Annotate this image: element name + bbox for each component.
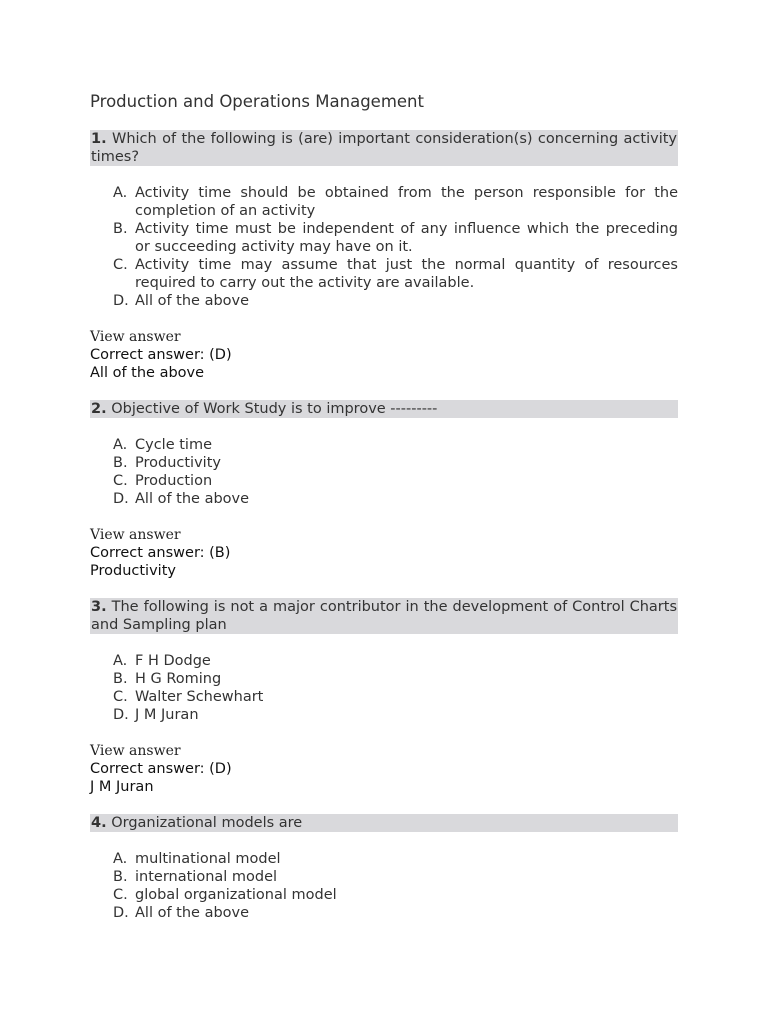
option-text: J M Juran <box>135 707 199 723</box>
options-list <box>90 850 678 922</box>
option-letter: A. <box>113 437 128 453</box>
correct-answer-text: J M Juran <box>90 779 154 795</box>
view-answer-link[interactable]: View answer <box>90 743 181 759</box>
option-text: All of the above <box>135 491 250 507</box>
option-b[interactable] <box>90 868 678 886</box>
option-letter: C. <box>113 473 128 489</box>
option-text: Cycle time <box>135 437 212 453</box>
correct-answer-label: Correct answer: (D) <box>90 761 232 777</box>
option-c[interactable] <box>90 688 678 706</box>
question-body: The following is not a major contributor in the development of Control Charts and Sampling plan <box>91 599 677 633</box>
option-letter: B. <box>113 221 128 237</box>
option-letter: B. <box>113 671 128 687</box>
question-1 <box>90 130 678 382</box>
question-text <box>90 400 678 418</box>
option-b[interactable] <box>90 220 678 256</box>
correct-answer-label: Correct answer: (D) <box>90 347 232 363</box>
question-body: Objective of Work Study is to improve --------- <box>111 401 438 417</box>
question-text <box>90 130 678 166</box>
question-text <box>90 598 678 634</box>
option-d[interactable] <box>90 292 678 310</box>
option-letter: D. <box>113 293 129 309</box>
option-text: global organizational model <box>135 887 337 903</box>
option-text: All of the above <box>135 293 250 309</box>
question-4 <box>90 814 678 922</box>
correct-answer-label: Correct answer: (B) <box>90 545 231 561</box>
option-text: Activity time must be independent of any influence which the preceding or succeeding activity may have on it. <box>135 221 678 255</box>
option-a[interactable] <box>90 436 678 454</box>
option-d[interactable] <box>90 904 678 922</box>
option-c[interactable] <box>90 472 678 490</box>
option-letter: A. <box>113 185 128 201</box>
options-list <box>90 184 678 310</box>
option-text: H G Roming <box>135 671 222 687</box>
question-2 <box>90 400 678 580</box>
question-number: 4. <box>91 815 107 831</box>
view-answer-link[interactable]: View answer <box>90 329 181 345</box>
option-letter: C. <box>113 887 128 903</box>
question-body: Organizational models are <box>111 815 303 831</box>
question-3 <box>90 598 678 796</box>
document-title: Production and Operations Management <box>90 92 424 111</box>
question-number: 1. <box>91 131 107 147</box>
option-text: F H Dodge <box>135 653 211 669</box>
option-letter: D. <box>113 905 129 921</box>
option-a[interactable] <box>90 850 678 868</box>
option-text: Activity time may assume that just the normal quantity of resources required to carry out the activity are available. <box>135 257 678 291</box>
option-letter: D. <box>113 491 129 507</box>
view-answer-link[interactable]: View answer <box>90 527 181 543</box>
option-letter: A. <box>113 851 128 867</box>
options-list <box>90 436 678 508</box>
option-text: Activity time should be obtained from the person responsible for the completion of an activity <box>135 185 678 219</box>
option-text: multinational model <box>135 851 281 867</box>
question-number: 2. <box>91 401 107 417</box>
option-b[interactable] <box>90 670 678 688</box>
options-list <box>90 652 678 724</box>
question-text <box>90 814 678 832</box>
option-letter: B. <box>113 869 128 885</box>
option-letter: A. <box>113 653 128 669</box>
correct-answer-text: Productivity <box>90 563 176 579</box>
option-letter: D. <box>113 707 129 723</box>
option-text: Production <box>135 473 213 489</box>
option-a[interactable] <box>90 184 678 220</box>
option-c[interactable] <box>90 256 678 292</box>
question-number: 3. <box>91 599 107 615</box>
option-letter: C. <box>113 689 128 705</box>
option-b[interactable] <box>90 454 678 472</box>
option-d[interactable] <box>90 490 678 508</box>
option-d[interactable] <box>90 706 678 724</box>
option-a[interactable] <box>90 652 678 670</box>
option-letter: B. <box>113 455 128 471</box>
document-page <box>90 92 678 922</box>
option-letter: C. <box>113 257 128 273</box>
option-text: Productivity <box>135 455 221 471</box>
correct-answer-text: All of the above <box>90 365 205 381</box>
option-text: All of the above <box>135 905 250 921</box>
option-c[interactable] <box>90 886 678 904</box>
option-text: international model <box>135 869 278 885</box>
question-body: Which of the following is (are) important consideration(s) concerning activity times? <box>91 131 677 165</box>
option-text: Walter Schewhart <box>135 689 264 705</box>
